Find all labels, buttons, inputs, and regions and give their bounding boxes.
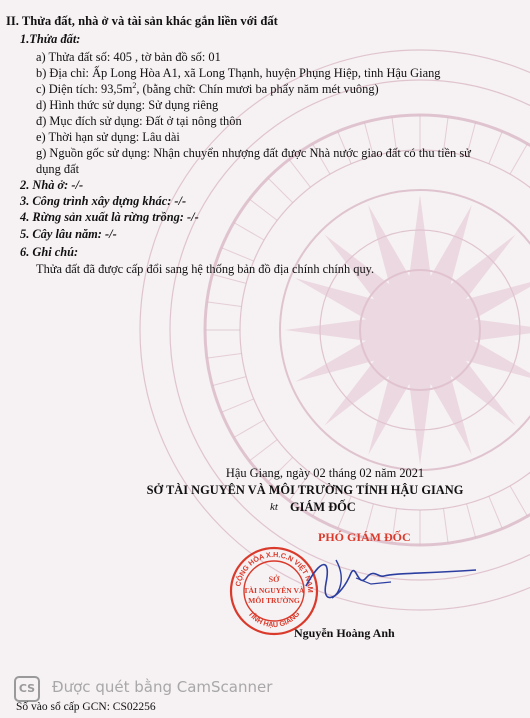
camscanner-logo-icon: CS	[14, 676, 40, 702]
land-heading: 1.Thửa đất:	[20, 32, 81, 46]
stamp-outer-bottom-text: TỈNH HẬU GIANG	[246, 609, 302, 630]
perennial-row: 5. Cây lâu năm: -/-	[20, 227, 117, 241]
section-title: II. Thửa đất, nhà ở và tài sản khác gắn liền với đất	[6, 14, 278, 28]
note-heading: 6. Ghi chú:	[20, 245, 79, 259]
signature-date: Hậu Giang, ngày 02 tháng 02 năm 2021	[225, 466, 425, 480]
land-usage-purpose: đ) Mục đích sử dụng: Đất ở tại nông thôn	[36, 114, 242, 128]
land-origin-line2: dụng đất	[36, 162, 80, 176]
land-origin-line1: g) Nguồn gốc sử dụng: Nhận chuyển nhượng đất được Nhà nước giao đất có thu tiền sử	[36, 146, 471, 160]
construction-row: 3. Công trình xây dựng khác: -/-	[20, 194, 187, 208]
note-text: Thửa đất đã được cấp đổi sang hệ thống bản đồ địa chính chính quy.	[36, 262, 375, 276]
handwritten-signature	[296, 548, 496, 608]
signature-deputy-title: PHÓ GIÁM ĐỐC	[318, 530, 411, 544]
land-usage-term: e) Thời hạn sử dụng: Lâu dài	[36, 130, 180, 144]
signature-agency: SỞ TÀI NGUYÊN VÀ MÔI TRƯỜNG TỈNH HẬU GIANG	[146, 483, 464, 497]
land-parcel-number: a) Thửa đất số: 405 , tờ bản đồ số: 01	[36, 50, 221, 64]
signer-name: Nguyễn Hoàng Anh	[294, 626, 395, 640]
land-area: c) Diện tích: $93,5m^2$, (bằng chữ: Chín mươi ba phẩy năm mét vuông)	[36, 80, 379, 96]
forest-row: 4. Rừng sản xuất là rừng trồng: -/-	[20, 210, 199, 224]
land-address: b) Địa chỉ: Ấp Long Hòa A1, xã Long Thạnh, huyện Phụng Hiệp, tỉnh Hậu Giang	[36, 66, 441, 80]
house-row: 2. Nhà ở: -/-	[20, 178, 84, 192]
camscanner-watermark: Được quét bằng CamScanner	[52, 678, 273, 696]
svg-text:TỈNH HẬU GIANG	[247, 609, 302, 629]
stamp-inner-line1: SỞ	[268, 575, 280, 584]
registry-number: Số vào sổ cấp GCN: CS02256	[16, 701, 156, 713]
stamp-inner-line3: MÔI TRƯỜNG	[248, 596, 300, 605]
stamp-outer-top-text: CỘNG HÒA X.H.C.N VIỆT NAM	[233, 549, 316, 593]
signature-director-title: GIÁM ĐỐC	[290, 500, 356, 514]
land-usage-form: d) Hình thức sử dụng: Sử dụng riêng	[36, 98, 219, 112]
signature-kt: kt	[270, 501, 278, 513]
stamp-inner-line2: TÀI NGUYÊN VÀ	[243, 586, 305, 595]
